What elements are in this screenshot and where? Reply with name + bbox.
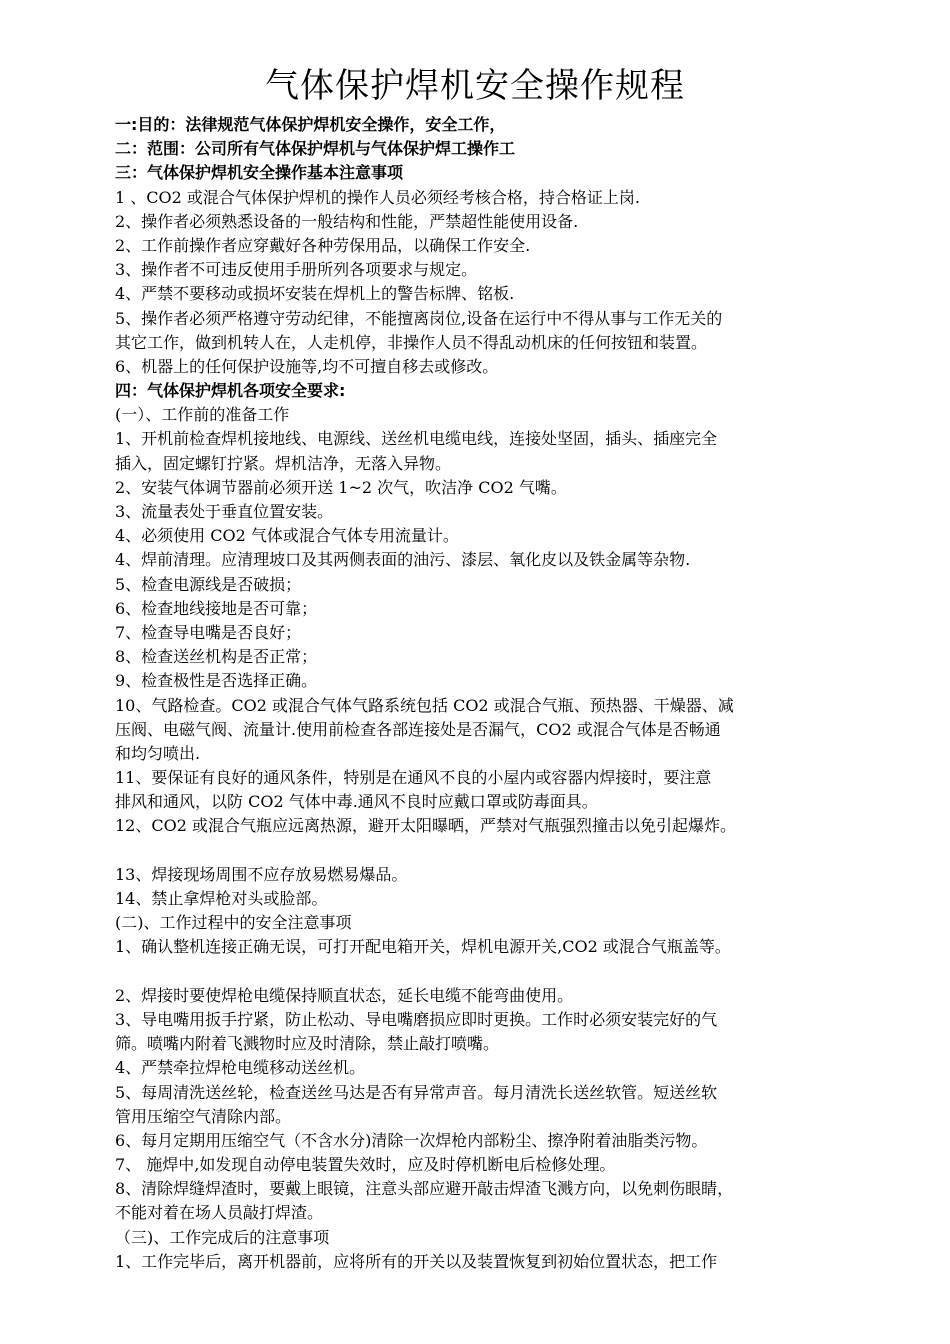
section-heading: 三：气体保护焊机安全操作基本注意事项	[115, 163, 404, 183]
body-line: 3、流量表处于垂直位置安装。	[115, 502, 334, 521]
body-line: 5、检查电源线是否破损；	[115, 574, 302, 594]
body-line: 6、每月定期用压缩空气（不含水分)清除一次焊枪内部粉尘、擦净附着油脂类污物。	[115, 1130, 708, 1150]
section-heading: 四：气体保护焊机各项安全要求:	[115, 381, 346, 401]
body-line: 2、焊接时要使焊枪电缆保持顺直状态，延长电缆不能弯曲使用。	[115, 985, 574, 1005]
body-line: 6、机器上的任何保护设施等,均不可擅自移去或修改。	[115, 356, 499, 376]
body-line: 管用压缩空气清除内部。	[115, 1106, 292, 1126]
body-line: 5、每周清洗送丝轮，检查送丝马达是否有异常声音。每月清洗长送丝软管。短送丝软	[115, 1082, 718, 1102]
body-line: 插入，固定螺钉拧紧。焊机洁净，无落入异物。	[115, 453, 452, 473]
body-line: 14、禁止拿焊枪对头或脸部。	[115, 889, 328, 908]
body-line: 13、焊接现场周围不应存放易燃易爆品。	[115, 864, 408, 884]
section-heading: 二：范围：公司所有气体保护焊机与气体保护焊工操作工	[115, 139, 516, 159]
body-line: 11、要保证有良好的通风条件，特别是在通风不良的小屋内或容器内焊接时，要注意	[115, 768, 712, 788]
body-line: （三)、工作完成后的注意事项	[115, 1227, 330, 1247]
body-line: 3、操作者不可违反使用手册所列各项要求与规定。	[115, 260, 478, 280]
body-line: 2、工作前操作者应穿戴好各种劳保用品，以确保工作安全.	[115, 235, 531, 255]
blank-line	[115, 839, 857, 863]
body-line: 6、检查地线接地是否可靠；	[115, 598, 318, 618]
body-line: 4、严禁不要移动或损坏安装在焊机上的警告标牌、铭板.	[115, 284, 515, 304]
body-line: (二)、工作过程中的安全注意事项	[115, 913, 352, 933]
blank-line	[115, 960, 857, 984]
body-line: 7、检查导电嘴是否良好；	[115, 622, 302, 642]
body-line: 7、 施焊中,如发现自动停电装置失效时，应及时停机断电后检修处理。	[115, 1155, 616, 1175]
body-line: 2、操作者必须熟悉设备的一般结构和性能，严禁超性能使用设备.	[115, 211, 579, 231]
body-line: 1、确认整机连接正确无误，可打开配电箱开关，焊机电源开关,CO2 或混合气瓶盖等。	[115, 937, 731, 957]
document-title: 气体保护焊机安全操作规程	[265, 66, 685, 106]
body-line: 9、检查极性是否选择正确。	[115, 671, 318, 691]
body-line: 8、检查送丝机构是否正常；	[115, 647, 318, 667]
body-line: 压阀、电磁气阀、流量计.使用前检查各部连接处是否漏气，CO2 或混合气体是否畅通	[115, 719, 721, 739]
body-line: 1、工作完毕后，离开机器前，应将所有的开关以及装置恢复到初始位置状态，把工作	[115, 1251, 718, 1271]
body-line: 3、导电嘴用扳手拧紧，防止松动、导电嘴磨损应即时更换。工作时必须安装完好的气	[115, 1009, 718, 1029]
section-heading: 一:目的：法律规范气体保护焊机安全操作，安全工作，	[115, 115, 506, 134]
body-line: 其它工作，做到机转人在，人走机停，非操作人员不得乱动机床的任何按钮和装置。	[115, 332, 708, 352]
body-line: (一）、工作前的准备工作	[115, 405, 290, 425]
body-line: 12、CO2 或混合气瓶应远离热源，避开太阳曝晒，严禁对气瓶强烈撞击以免引起爆炸。	[115, 816, 736, 836]
body-line: 1、开机前检查焊机接地线、电源线、送丝机电缆电线，连接处坚固，插头、插座完全	[115, 429, 718, 449]
body-line: 4、严禁牵拉焊枪电缆移动送丝机。	[115, 1058, 366, 1078]
body-line: 2、安装气体调节器前必须开送 1~2 次气，吹洁净 CO2 气嘴。	[115, 477, 567, 497]
body-line: 和均匀喷出.	[115, 743, 201, 763]
body-line: 不能对着在场人员敲打焊渣。	[115, 1203, 324, 1223]
body-line: 4、焊前清理。应清理坡口及其两侧表面的油污、漆层、氧化皮以及铁金属等杂物.	[115, 550, 691, 570]
body-line: 筛。喷嘴内附着飞溅物时应及时清除，禁止敲打喷嘴。	[115, 1034, 500, 1054]
body-line: 8、清除焊缝焊渣时，要戴上眼镜，注意头部应避开敲击焊渣飞溅方向，以免刺伤眼睛，	[115, 1179, 734, 1199]
document-body	[115, 113, 857, 1274]
body-line: 排风和通风，以防 CO2 气体中毒.通风不良时应戴口罩或防毒面具。	[115, 792, 598, 812]
body-line: 10、气路检查。CO2 或混合气体气路系统包括 CO2 或混合气瓶、预热器、干燥器、减	[115, 695, 734, 715]
body-line: 1 、CO2 或混合气体保护焊机的操作人员必须经考核合格，持合格证上岗.	[115, 187, 640, 207]
body-line: 5、操作者必须严格遵守劳动纪律，不能擅离岗位,设备在运行中不得从事与工作无关的	[115, 308, 723, 328]
body-line: 4、必须使用 CO2 气体或混合气体专用流量计。	[115, 526, 459, 546]
